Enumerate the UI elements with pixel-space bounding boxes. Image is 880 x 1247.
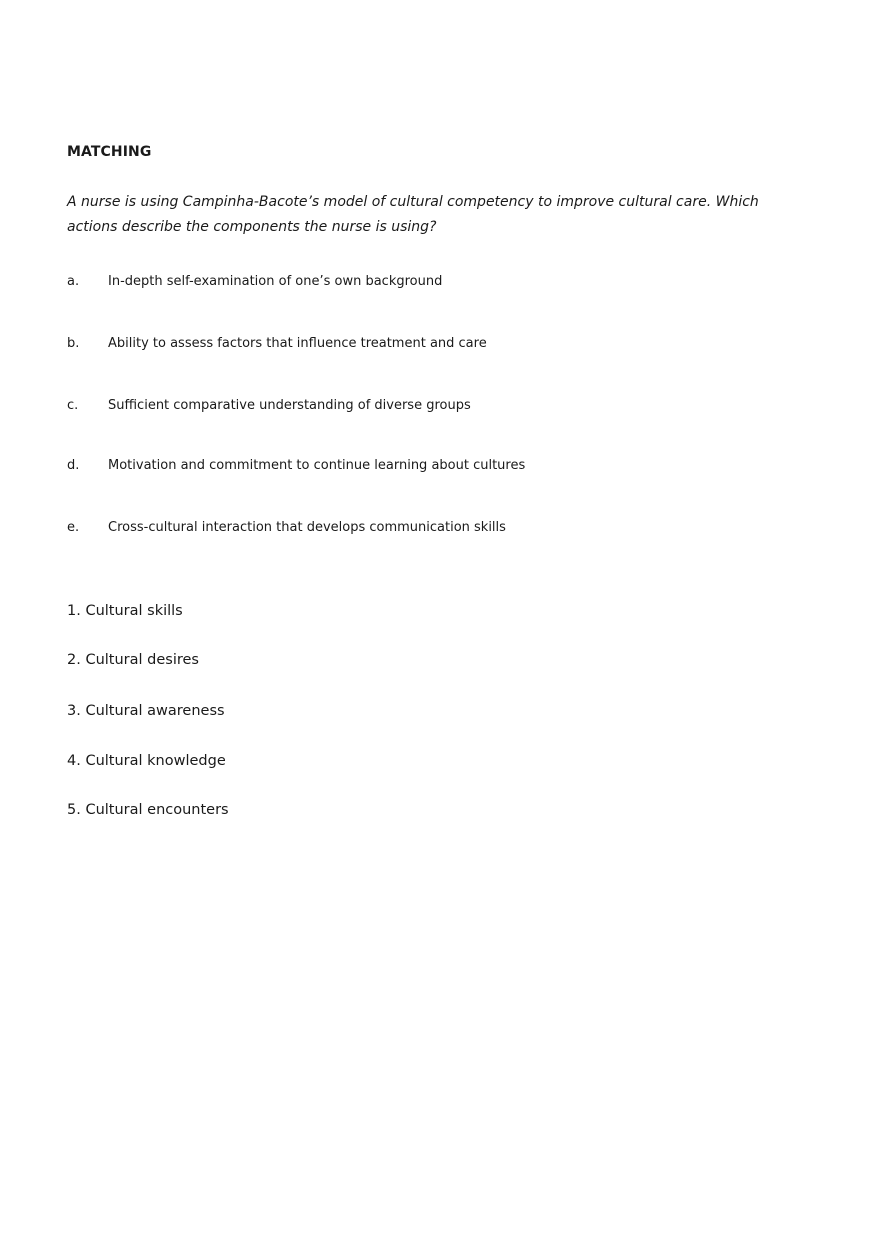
option-text: Motivation and commitment to continue learning about cultures (108, 458, 526, 473)
option-text: Cross-cultural interaction that develops communication skills (108, 520, 506, 535)
option-text: Sufficient comparative understanding of diverse groups (108, 398, 471, 413)
option-letter: a. (67, 274, 80, 289)
question-prompt: A nurse is using Campinha-Bacote’s model of cultural competency to improve cultural care. Which actions describe the components the nurse is using? (67, 194, 759, 235)
option-text: Ability to assess factors that influence treatment and care (108, 336, 487, 351)
option-text: In-depth self-examination of one’s own background (108, 274, 443, 289)
option-d (67, 457, 525, 475)
term-3: 3. Cultural awareness (67, 703, 225, 719)
option-letter: c. (67, 398, 79, 413)
term-5: 5. Cultural encounters (67, 802, 229, 818)
section-heading: MATCHING (67, 144, 152, 160)
option-letter: b. (67, 336, 80, 351)
option-a (67, 273, 442, 291)
option-c (67, 397, 471, 415)
term-1: 1. Cultural skills (67, 603, 183, 619)
option-letter: e. (67, 520, 80, 535)
term-4: 4. Cultural knowledge (67, 753, 226, 769)
option-e (67, 519, 506, 537)
term-2: 2. Cultural desires (67, 652, 199, 668)
option-letter: d. (67, 458, 80, 473)
option-b (67, 335, 487, 353)
